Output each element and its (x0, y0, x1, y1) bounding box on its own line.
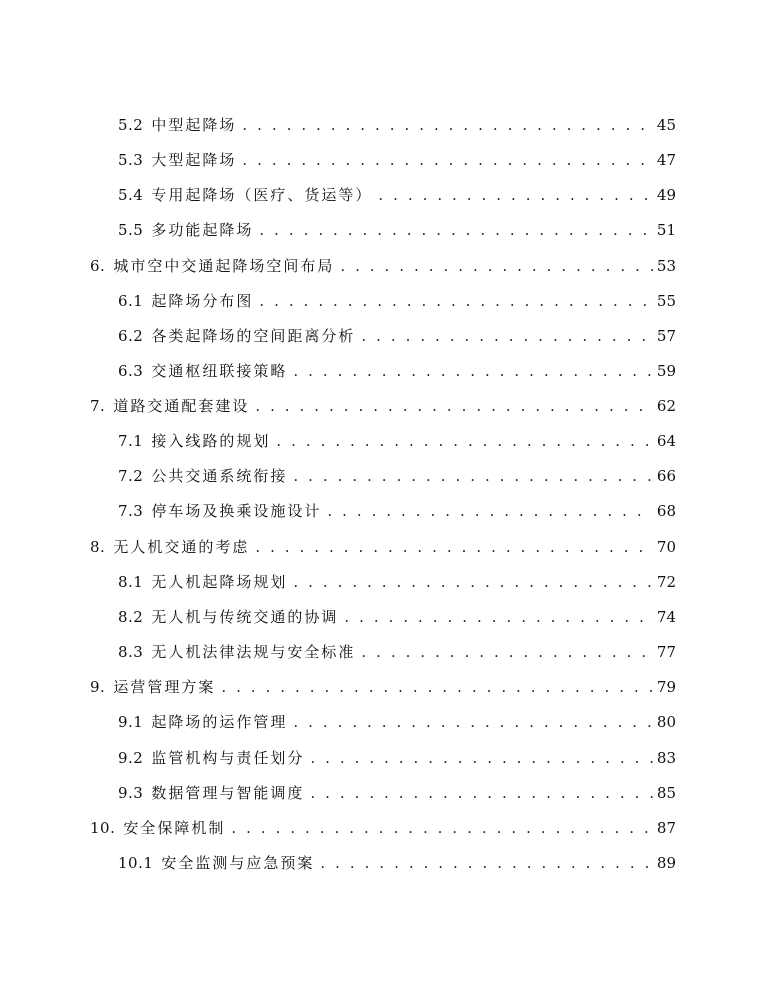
toc-entry-page: 70 (656, 538, 676, 556)
toc-entry-title: 数据管理与智能调度 (151, 784, 305, 802)
toc-entry-number: 5.2 (118, 116, 144, 134)
toc-entry-title: 中型起降场 (151, 116, 237, 134)
toc-entry-page: 74 (656, 608, 676, 626)
dot-leader (361, 326, 653, 346)
toc-entry-number: 9.1 (118, 713, 144, 731)
toc-entry-number: 5.3 (118, 151, 144, 169)
toc-entry-title: 运营管理方案 (113, 678, 216, 696)
toc-entry-number: 6.2 (118, 327, 144, 345)
toc-entry-number: 9. (90, 678, 106, 696)
toc-entry-number: 8.1 (118, 573, 144, 591)
toc-entry-number: 8. (90, 538, 106, 556)
toc-entry-title: 无人机法律法规与安全标准 (151, 643, 356, 661)
toc-entry-page: 47 (656, 151, 676, 169)
toc-entry-7-1[interactable] (118, 431, 676, 451)
toc-entry-page: 59 (656, 362, 676, 380)
dot-leader (255, 396, 653, 416)
toc-entry-title: 无人机起降场规划 (151, 573, 288, 591)
toc-entry-title: 专用起降场（医疗、货运等） (151, 186, 373, 204)
toc-entry-page: 85 (656, 784, 676, 802)
toc-entry-page: 83 (656, 749, 676, 767)
toc-entry-title: 监管机构与责任划分 (151, 749, 305, 767)
toc-entry-5-2[interactable] (118, 115, 676, 135)
toc-entry-6-1[interactable] (118, 291, 676, 311)
toc-entry-page: 55 (656, 292, 676, 310)
dot-leader (221, 677, 653, 697)
toc-entry-5-5[interactable] (118, 220, 676, 240)
dot-leader (310, 783, 653, 803)
toc-entry-number: 6.3 (118, 362, 144, 380)
toc-entry-title: 多功能起降场 (151, 221, 254, 239)
toc-entry-8-2[interactable] (118, 607, 676, 627)
toc-entry-page: 49 (656, 186, 676, 204)
dot-leader (293, 466, 653, 486)
dot-leader (327, 501, 653, 521)
dot-leader (361, 642, 653, 662)
toc-entry-title: 道路交通配套建设 (113, 397, 250, 415)
dot-leader (276, 431, 653, 451)
dot-leader (344, 607, 653, 627)
toc-entry-10-1[interactable] (118, 853, 676, 873)
dot-leader (259, 291, 653, 311)
toc-entry-number: 7. (90, 397, 106, 415)
toc-entry-page: 72 (656, 573, 676, 591)
toc-entry-title: 无人机交通的考虑 (113, 538, 250, 556)
toc-entry-page: 79 (656, 678, 676, 696)
dot-leader (340, 256, 653, 276)
toc-entry-title: 接入线路的规划 (151, 432, 271, 450)
toc-entry-number: 9.2 (118, 749, 144, 767)
toc-entry-number: 6.1 (118, 292, 144, 310)
toc-entry-9-1[interactable] (118, 712, 676, 732)
toc-entry-title: 起降场分布图 (151, 292, 254, 310)
dot-leader (231, 818, 653, 838)
dot-leader (259, 220, 653, 240)
dot-leader (255, 537, 653, 557)
toc-entry-7-3[interactable] (118, 501, 676, 521)
toc-entry-page: 66 (656, 467, 676, 485)
dot-leader (293, 572, 653, 592)
toc-entry-8-1[interactable] (118, 572, 676, 592)
toc-entry-number: 8.2 (118, 608, 144, 626)
toc-entry-title: 公共交通系统衔接 (151, 467, 288, 485)
toc-entry-page: 57 (656, 327, 676, 345)
toc-entry-9[interactable] (90, 677, 676, 697)
dot-leader (242, 150, 653, 170)
toc-entry-page: 45 (656, 116, 676, 134)
dot-leader (310, 748, 653, 768)
toc-entry-title: 安全监测与应急预案 (161, 854, 315, 872)
toc-entry-number: 10. (90, 819, 116, 837)
toc-entry-6-3[interactable] (118, 361, 676, 381)
toc-entry-title: 大型起降场 (151, 151, 237, 169)
toc-entry-title: 城市空中交通起降场空间布局 (113, 257, 335, 275)
toc-entry-title: 起降场的运作管理 (151, 713, 288, 731)
toc-entry-number: 7.1 (118, 432, 144, 450)
toc-entry-page: 68 (656, 502, 676, 520)
dot-leader (320, 853, 652, 873)
dot-leader (242, 115, 653, 135)
toc-entry-page: 77 (656, 643, 676, 661)
toc-entry-page: 64 (656, 432, 676, 450)
toc-entry-5-3[interactable] (118, 150, 676, 170)
dot-leader (293, 712, 653, 732)
toc-entry-9-3[interactable] (118, 783, 676, 803)
dot-leader (293, 361, 653, 381)
toc-entry-title: 无人机与传统交通的协调 (151, 608, 339, 626)
toc-entry-number: 6. (90, 257, 106, 275)
toc-entry-number: 7.2 (118, 467, 144, 485)
toc-entry-title: 停车场及换乘设施设计 (151, 502, 322, 520)
toc-entry-6[interactable] (90, 256, 676, 276)
toc-entry-9-2[interactable] (118, 748, 676, 768)
toc-entry-title: 交通枢纽联接策略 (151, 362, 288, 380)
toc-entry-8[interactable] (90, 537, 676, 557)
toc-entry-title: 各类起降场的空间距离分析 (151, 327, 356, 345)
toc-entry-page: 62 (656, 397, 676, 415)
toc-entry-page: 53 (656, 257, 676, 275)
toc-entry-number: 5.5 (118, 221, 144, 239)
toc-entry-number: 8.3 (118, 643, 144, 661)
toc-entry-number: 7.3 (118, 502, 144, 520)
toc-entry-page: 80 (656, 713, 676, 731)
toc-entry-number: 10.1 (118, 854, 154, 872)
toc-entry-title: 安全保障机制 (123, 819, 226, 837)
toc-entry-page: 51 (656, 221, 676, 239)
dot-leader (378, 185, 653, 205)
toc-entry-6-2[interactable] (118, 326, 676, 346)
toc-entry-page: 87 (656, 819, 676, 837)
toc-entry-page: 89 (656, 854, 676, 872)
toc-entry-number: 5.4 (118, 186, 144, 204)
toc-entry-5-4[interactable] (118, 185, 676, 205)
toc-entry-number: 9.3 (118, 784, 144, 802)
toc-entry-10[interactable] (90, 818, 676, 838)
toc-entry-7-2[interactable] (118, 466, 676, 486)
toc-entry-8-3[interactable] (118, 642, 676, 662)
toc-entry-7[interactable] (90, 396, 676, 416)
